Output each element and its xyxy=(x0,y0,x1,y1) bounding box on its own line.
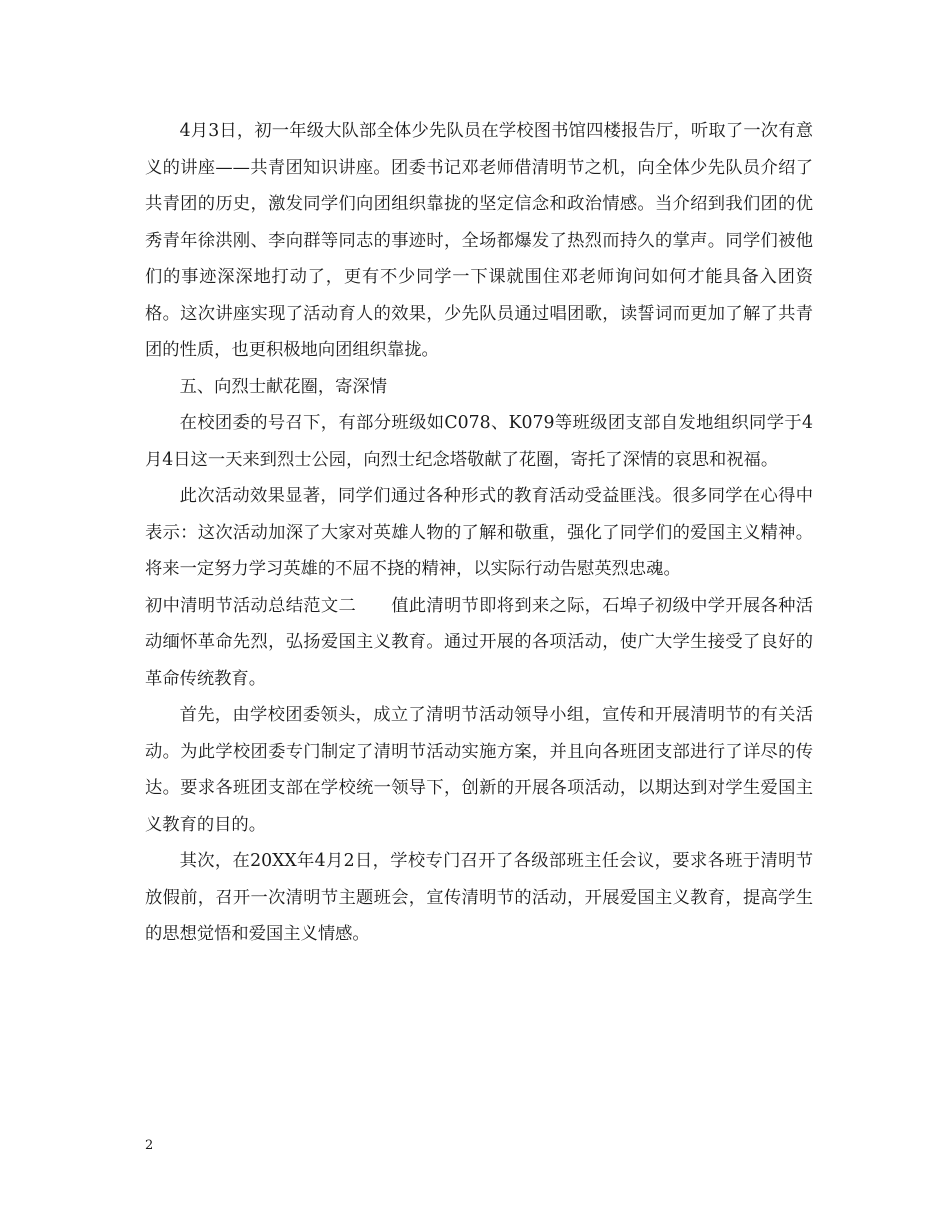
paragraph-effect: 此次活动效果显著，同学们通过各种形式的教育活动受益匪浅。很多同学在心得中表示：这次活动加深了大家对英雄人物的了解和敬重，强化了同学们的爱国主义精神。将来一定努力学习英雄的不屈不挠的精神，以实际行动告慰英烈忠魂。 xyxy=(145,486,813,579)
section-heading-wreath: 五、向烈士献花圈，寄深情 xyxy=(179,376,387,397)
paragraph-first: 首先，由学校团委领头，成立了清明节活动领导小组，宣传和开展清明节的有关活动。为此学校团委专门制定了清明节活动实施方案，并且向各班团支部进行了详尽的传达。要求各班团支部在学校统一领导下，创新的开展各项活动，以期达到对学生爱国主义教育的目的。 xyxy=(145,705,813,835)
paragraph-lecture: 4月3日，初一年级大队部全体少先队员在学校图书馆四楼报告厅，听取了一次有意义的讲座——共青团知识讲座。团委书记邓老师借清明节之机，向全体少先队员介绍了共青团的历史，激发同学们向团组织靠拢的坚定信念和政治情感。当介绍到我们团的优秀青年徐洪刚、李向群等同志的事迹时，全场都爆发了热烈而持久的掌声。同学们被他们的事迹深深地打动了，更有不少同学一下课就围住邓老师询问如何才能具备入团资格。这次讲座实现了活动育人的效果，少先队员通过唱团歌，读誓词而更加了解了共青团的性质，也更积极地向团组织靠拢。 xyxy=(145,121,813,360)
paragraph-summary-two: 初中清明节活动总结范文二 值此清明节即将到来之际，石埠子初级中学开展各种活动缅怀革命先烈，弘扬爱国主义教育。通过开展的各项活动，使广大学生接受了良好的革命传统教育。 xyxy=(145,595,813,689)
document-body xyxy=(145,113,813,953)
paragraph-second: 其次，在20XX年4月2日，学校专门召开了各级部班主任会议，要求各班于清明节放假前，召开一次清明节主题班会，宣传清明节的活动，开展爱国主义教育，提高学生的思想觉悟和爱国主义情感。 xyxy=(145,851,813,944)
paragraph-wreath: 在校团委的号召下，有部分班级如C078、K079等班级团支部自发地组织同学于4月4日这一天来到烈士公园，向烈士纪念塔敬献了花圈，寄托了深情的哀思和祝福。 xyxy=(145,413,813,470)
page-number: 2 xyxy=(145,1138,154,1153)
